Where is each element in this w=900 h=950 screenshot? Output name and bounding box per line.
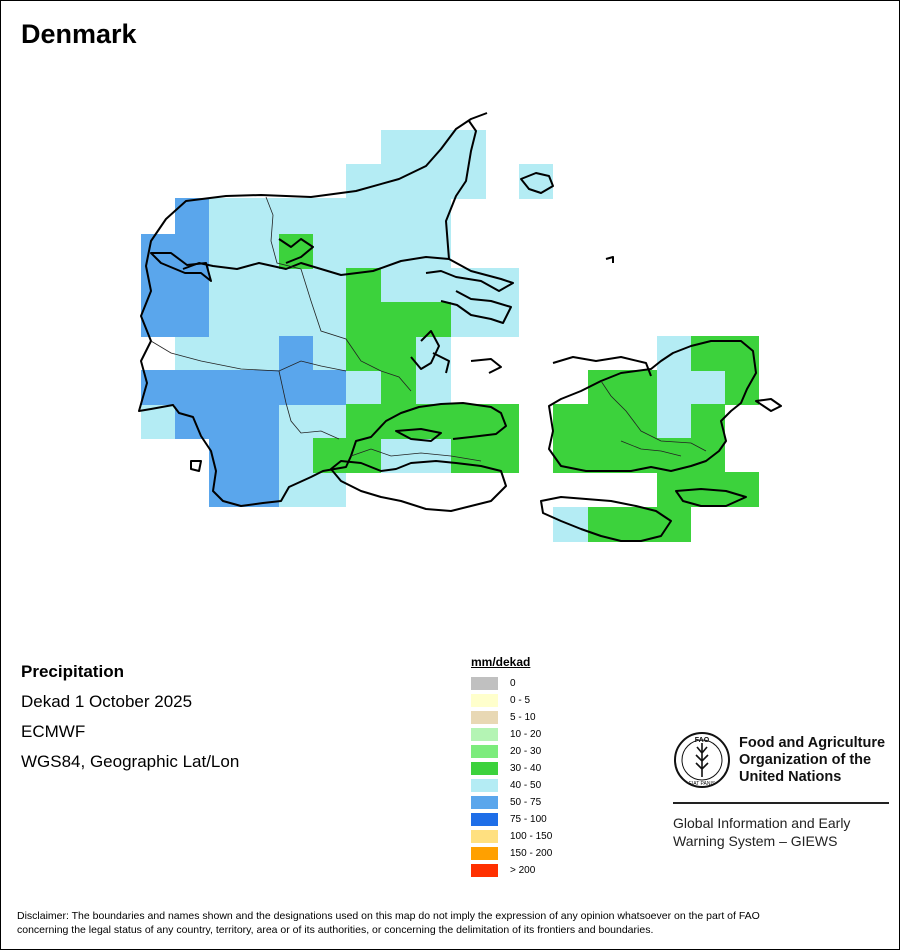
map-info (21, 657, 239, 777)
fao-logo-motto: FIAT PANIS (688, 781, 716, 787)
disclaimer (17, 909, 887, 937)
legend-swatch (471, 711, 498, 724)
legend-label: 0 - 5 (510, 695, 531, 706)
precipitation-grid (141, 130, 759, 542)
legend-swatch (471, 762, 498, 775)
source-label: ECMWF (21, 722, 86, 741)
organization-name-line: Organization of the (739, 752, 872, 768)
fao-logo-letters: FAO (694, 737, 710, 744)
legend-item (471, 692, 552, 709)
projection-label: WGS84, Geographic Lat/Lon (21, 752, 240, 771)
disclaimer-line: Disclaimer: The boundaries and names shown and the designations used on this map do not imply the expression of any opinion whatsoever on the part of FAO (17, 910, 760, 922)
legend-swatch (471, 847, 498, 860)
legend-item (471, 828, 552, 845)
legend-swatch (471, 830, 498, 843)
legend (471, 655, 552, 879)
organization-name-line: United Nations (739, 769, 842, 785)
legend-title: mm/dekad (471, 655, 531, 669)
legend-label: 0 (510, 678, 516, 689)
map-title: Denmark (21, 19, 137, 49)
legend-swatch (471, 864, 498, 877)
legend-label: > 200 (510, 865, 536, 876)
legend-item (471, 760, 552, 777)
legend-label: 50 - 75 (510, 797, 542, 808)
legend-swatch (471, 745, 498, 758)
legend-swatch (471, 728, 498, 741)
legend-label: 100 - 150 (510, 831, 553, 842)
legend-label: 150 - 200 (510, 848, 553, 859)
period-label: Dekad 1 October 2025 (21, 692, 193, 711)
legend-item (471, 777, 552, 794)
organization-name (739, 735, 885, 786)
legend-item (471, 743, 552, 760)
legend-label: 40 - 50 (510, 780, 542, 791)
legend-swatch (471, 694, 498, 707)
organization-name-line: Food and Agriculture (739, 735, 886, 751)
legend-swatch (471, 779, 498, 792)
legend-label: 30 - 40 (510, 763, 542, 774)
legend-label: 75 - 100 (510, 814, 547, 825)
legend-label: 10 - 20 (510, 729, 542, 740)
giews-label (673, 814, 850, 850)
disclaimer-line: concerning the legal status of any country, territory, area or of its authorities, or concerning the delimitation of its frontiers and boundaries. (17, 924, 654, 936)
legend-item (471, 709, 552, 726)
legend-swatch (471, 813, 498, 826)
giews-line: Warning System – GIEWS (673, 833, 838, 849)
legend-item (471, 675, 552, 692)
legend-item (471, 811, 552, 828)
legend-swatch (471, 677, 498, 690)
divider (673, 802, 889, 804)
legend-item (471, 845, 552, 862)
variable-label: Precipitation (21, 662, 124, 681)
legend-item (471, 862, 552, 879)
precipitation-map (1, 1, 899, 641)
legend-label: 5 - 10 (510, 712, 536, 723)
legend-item (471, 794, 552, 811)
legend-swatch (471, 796, 498, 809)
fao-logo-icon (673, 731, 731, 789)
legend-item (471, 726, 552, 743)
giews-line: Global Information and Early (673, 815, 851, 831)
legend-label: 20 - 30 (510, 746, 542, 757)
